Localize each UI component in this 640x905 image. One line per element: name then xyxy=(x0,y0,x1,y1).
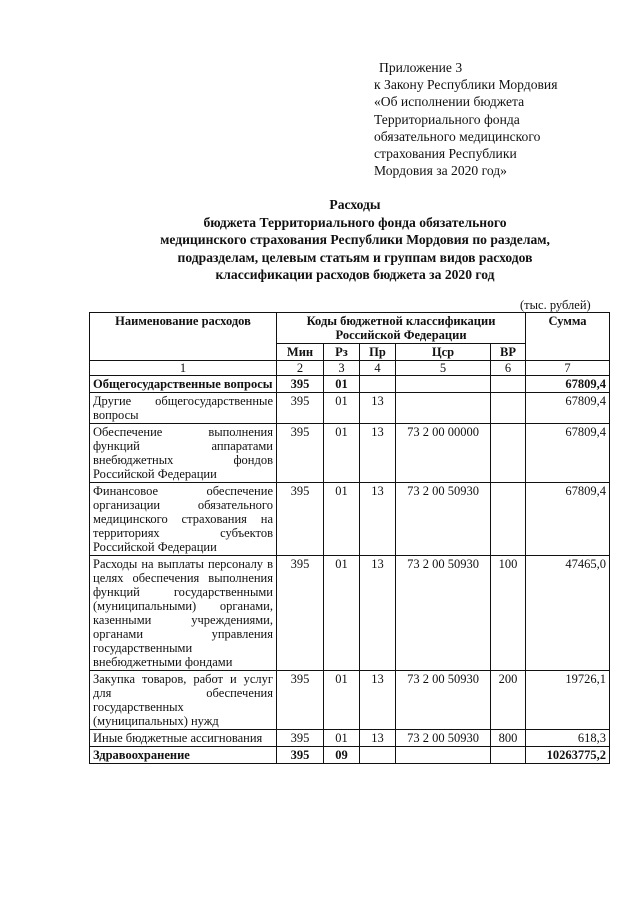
row-name: Закупка товаров, работ и услуг для обеспечения государственных (муниципальных) нужд xyxy=(90,671,277,730)
row-pr: 13 xyxy=(360,730,396,747)
row-name: Общегосударственные вопросы xyxy=(90,376,277,393)
table-row xyxy=(90,556,610,671)
row-min: 395 xyxy=(277,747,324,764)
row-name: Другие общегосударственные вопросы xyxy=(90,393,277,424)
row-vr: 800 xyxy=(491,730,526,747)
column-number: 3 xyxy=(324,361,360,376)
row-min: 395 xyxy=(277,671,324,730)
row-csr xyxy=(396,747,491,764)
row-csr: 73 2 00 50930 xyxy=(396,730,491,747)
row-csr: 73 2 00 50930 xyxy=(396,671,491,730)
column-number: 7 xyxy=(526,361,610,376)
title-line: бюджета Территориального фонда обязательного xyxy=(203,214,507,230)
row-sum: 67809,4 xyxy=(526,483,610,556)
column-number-row xyxy=(90,361,610,376)
header-codes: Коды бюджетной классификации Российской Федерации xyxy=(277,313,526,344)
row-vr xyxy=(491,483,526,556)
row-pr: 13 xyxy=(360,424,396,483)
row-name: Обеспечение выполнения функций аппаратами внебюджетных фондов Российской Федерации xyxy=(90,424,277,483)
row-min: 395 xyxy=(277,483,324,556)
column-number: 5 xyxy=(396,361,491,376)
row-sum: 67809,4 xyxy=(526,393,610,424)
row-csr: 73 2 00 50930 xyxy=(396,556,491,671)
row-pr xyxy=(360,376,396,393)
annex-line: Приложение 3 xyxy=(379,60,463,75)
header-row xyxy=(90,313,610,344)
row-csr xyxy=(396,376,491,393)
row-vr xyxy=(491,393,526,424)
row-csr: 73 2 00 50930 xyxy=(396,483,491,556)
annex-line: Мордовия за 2020 год» xyxy=(374,163,507,179)
table-row xyxy=(90,376,610,393)
table-row xyxy=(90,424,610,483)
table-body xyxy=(90,376,610,764)
row-sum: 10263775,2 xyxy=(526,747,610,764)
row-rz: 01 xyxy=(324,483,360,556)
row-vr: 100 xyxy=(491,556,526,671)
row-vr xyxy=(491,424,526,483)
row-vr: 200 xyxy=(491,671,526,730)
row-rz: 01 xyxy=(324,393,360,424)
row-vr xyxy=(491,376,526,393)
row-pr: 13 xyxy=(360,393,396,424)
row-rz: 01 xyxy=(324,376,360,393)
row-csr: 73 2 00 00000 xyxy=(396,424,491,483)
annex-line: «Об исполнении бюджета xyxy=(374,94,525,110)
row-min: 395 xyxy=(277,424,324,483)
units-label: (тыс. рублей) xyxy=(520,298,591,312)
row-name: Здравоохранение xyxy=(90,747,277,764)
annex-block xyxy=(374,59,614,179)
row-csr xyxy=(396,393,491,424)
table-row xyxy=(90,730,610,747)
annex-line: Территориального фонда xyxy=(374,111,520,127)
row-rz: 09 xyxy=(324,747,360,764)
row-rz: 01 xyxy=(324,730,360,747)
row-min: 395 xyxy=(277,556,324,671)
header-vr: ВР xyxy=(491,344,526,361)
row-vr xyxy=(491,747,526,764)
row-pr: 13 xyxy=(360,483,396,556)
row-rz: 01 xyxy=(324,671,360,730)
row-sum: 618,3 xyxy=(526,730,610,747)
title-line: Расходы xyxy=(329,197,381,212)
row-rz: 01 xyxy=(324,556,360,671)
row-pr: 13 xyxy=(360,671,396,730)
row-min: 395 xyxy=(277,730,324,747)
row-pr xyxy=(360,747,396,764)
row-sum: 67809,4 xyxy=(526,424,610,483)
row-min: 395 xyxy=(277,393,324,424)
title-line: классификации расходов бюджета за 2020 год xyxy=(215,267,495,283)
column-number: 6 xyxy=(491,361,526,376)
row-name: Финансовое обеспечение организации обязательного медицинского страхования на территориях субъектов Российской Федерации xyxy=(90,483,277,556)
annex-line: страхования Республики xyxy=(374,146,517,162)
document-title xyxy=(120,196,590,284)
row-pr: 13 xyxy=(360,556,396,671)
table-row xyxy=(90,393,610,424)
header-pr: Пр xyxy=(360,344,396,361)
header-rz: Рз xyxy=(324,344,360,361)
column-number: 2 xyxy=(277,361,324,376)
header-name: Наименование расходов xyxy=(90,313,277,361)
table-row xyxy=(90,747,610,764)
row-sum: 47465,0 xyxy=(526,556,610,671)
annex-line: к Закону Республики Мордовия xyxy=(374,77,558,93)
row-min: 395 xyxy=(277,376,324,393)
row-name: Иные бюджетные ассигнования xyxy=(90,730,277,747)
row-rz: 01 xyxy=(324,424,360,483)
row-sum: 19726,1 xyxy=(526,671,610,730)
expenses-table xyxy=(89,312,610,764)
column-number: 1 xyxy=(90,361,277,376)
header-csr: Цср xyxy=(396,344,491,361)
title-line: подразделам, целевым статьям и группам видов расходов xyxy=(177,249,533,265)
title-line: медицинского страхования Республики Мордовия по разделам, xyxy=(160,232,550,248)
row-sum: 67809,4 xyxy=(526,376,610,393)
header-sum: Сумма xyxy=(526,313,610,361)
column-number: 4 xyxy=(360,361,396,376)
header-min: Мин xyxy=(277,344,324,361)
row-name: Расходы на выплаты персоналу в целях обеспечения выполнения функций государственными (муниципальными) органами, казенными учреждениями, органами управления государственными внебюджетными фондами xyxy=(90,556,277,671)
table-row xyxy=(90,671,610,730)
table-row xyxy=(90,483,610,556)
annex-line: обязательного медицинского xyxy=(374,128,541,144)
